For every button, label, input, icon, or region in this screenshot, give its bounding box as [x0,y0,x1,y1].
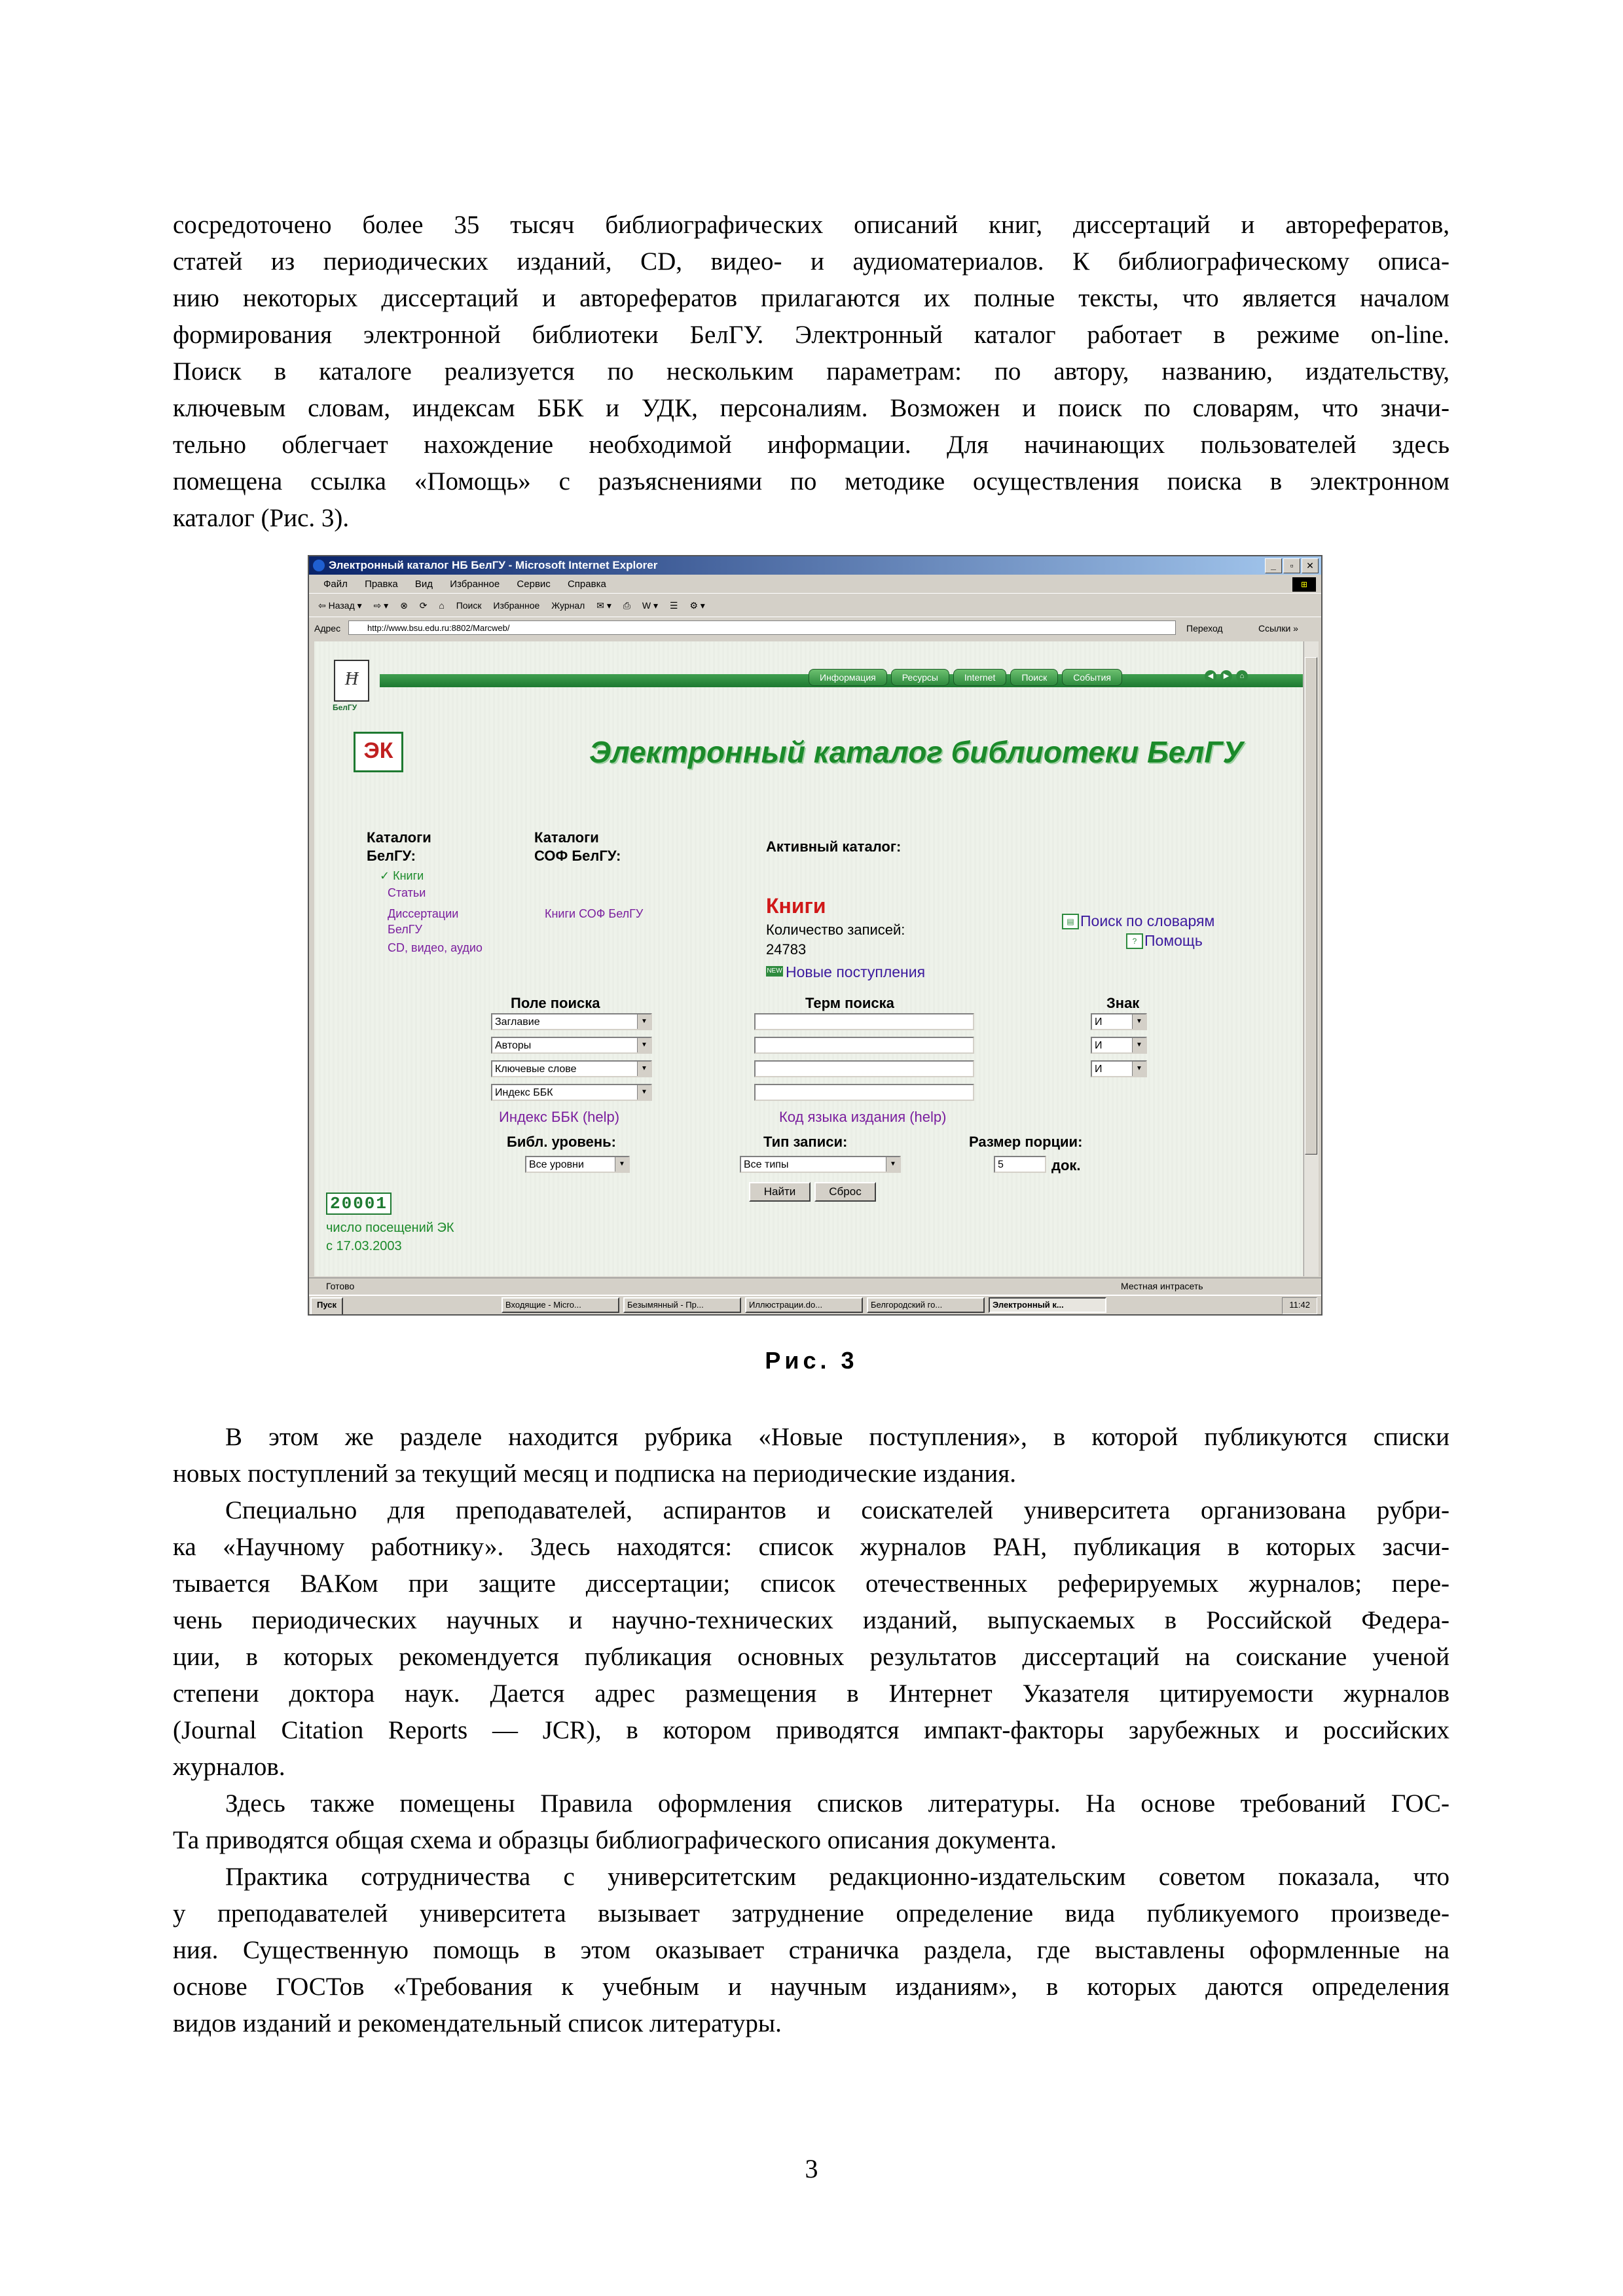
minimize-icon[interactable]: _ [1265,558,1282,573]
nav-resources[interactable]: Ресурсы [891,669,949,686]
catalog-dissertations[interactable]: Диссертации БелГУ [388,907,459,936]
menu-favorites[interactable]: Избранное [450,579,500,590]
text-line: ния. Существенную помощь в этом оказывает страничка раздела, где выставлены оформленные на [173,1936,1450,1964]
chevron-down-icon: ▼ [1132,1062,1146,1076]
text-line: Поиск в каталоге реализуется по нескольким параметрам: по автору, названию, издательству, [173,357,1450,386]
back-nav-icon[interactable]: ◀ [1205,670,1216,682]
task-illustrations[interactable]: Иллюстрации.do... [745,1297,863,1313]
paragraph-rules [173,1785,1450,1859]
close-icon[interactable]: ✕ [1302,558,1319,573]
text-line: тывается ВАКом при защите диссертации; список отечественных реферируемых журналов; пере- [173,1570,1450,1598]
text-line: помещена ссылка «Помощь» с разъяснениями по методике осуществления поиска в электронном [173,467,1450,495]
text-line: нию некоторых диссертаций и авторефератов прилагаются их полные тексты, что является началом [173,284,1450,312]
reset-button[interactable]: Сброс [814,1182,876,1202]
check-icon: ✓ [380,869,393,882]
portion-heading: Размер порции: [969,1134,1083,1150]
status-done: Готово [326,1281,355,1291]
maximize-icon[interactable]: ▫ [1283,558,1300,573]
text-line: журналов. [173,1753,285,1781]
paragraph-new-arrivals [173,1419,1450,1492]
text-line: основе ГОСТов «Требования к учебным и научным изданиям», в которых даются определения [173,1973,1450,2001]
nav-info[interactable]: Информация [809,669,887,686]
new-arrivals-link[interactable]: Новые поступления [786,963,926,980]
chevron-down-icon: ▼ [637,1014,651,1029]
menu-view[interactable]: Вид [414,579,433,590]
chevron-down-icon: ▼ [637,1085,651,1100]
task-catalog[interactable]: Электронный к... [989,1297,1106,1313]
text-line: новых поступлений за текущий месяц и подписка на периодические издания. [173,1460,1016,1488]
field-heading: Поле поиска [511,995,600,1011]
text-line: сосредоточено более 35 тысяч библиографических описаний книг, диссертаций и авторефератов, [173,211,1450,239]
text-line: степени доктора наук. Дается адрес размещения в Интернет Указателя цитируемости журналов [173,1679,1450,1708]
catalog-books[interactable]: ✓ Книги [380,869,424,882]
search-term-input-2[interactable] [754,1037,974,1054]
level-select[interactable]: Все уровни ▼ [525,1156,630,1173]
text-line: ка «Научному работнику». Здесь находятся: список журналов РАН, публикация в которых засчи- [173,1533,1450,1561]
catalog-articles[interactable]: Статьи [388,886,426,899]
search-term-input-3[interactable] [754,1060,974,1077]
figure-screenshot [308,555,1322,1316]
search-field-select-2[interactable]: Авторы ▼ [491,1037,652,1054]
browser-toolbar [309,594,1321,617]
dictionary-search-link[interactable]: Поиск по словарям [1080,912,1215,929]
help-link[interactable]: Помощь [1144,932,1203,949]
sign-select-2[interactable]: И ▼ [1091,1037,1147,1054]
tools-button[interactable]: ⚙ ▾ [689,600,705,611]
bbk-help-link[interactable]: Индекс ББК (help) [499,1109,620,1125]
windows-logo-icon: ⊞ [1292,577,1316,592]
text-line: статей из периодических изданий, CD, видео- и аудиоматериалов. К библиографическому описа- [173,247,1450,276]
menu-edit[interactable]: Правка [365,579,398,590]
nav-search[interactable]: Поиск [1010,669,1058,686]
page-number: 3 [805,2154,818,2183]
menu-help[interactable]: Справка [567,579,606,590]
sign-select-1[interactable]: И ▼ [1091,1013,1147,1030]
chevron-down-icon: ▼ [637,1062,651,1076]
find-button[interactable]: Найти [749,1182,811,1202]
active-catalog-name: Книги [766,894,826,918]
type-select[interactable]: Все типы ▼ [740,1156,901,1173]
address-input[interactable]: http://www.bsu.edu.ru:8802/Marcweb/ [348,620,1176,635]
text-line: ключевым словам, индексам ББК и УДК, персоналиям. Возможен и поиск по словарям, что значи- [173,394,1450,422]
visit-counter: 20001 [326,1193,392,1215]
window-title: Электронный каталог НБ БелГУ - Microsoft Internet Explorer [329,559,658,571]
print-button[interactable]: ⎙ [623,600,630,611]
task-belgorod[interactable]: Белгородский го... [867,1297,985,1313]
site-nav [809,669,1122,686]
address-bar [309,618,1321,639]
language-help-link[interactable]: Код языка издания (help) [779,1109,947,1125]
word-button[interactable]: W ▾ [642,600,658,611]
text-line: каталог (Рис. 3). [173,504,350,532]
task-paint[interactable]: Безымянный - Пр... [623,1297,741,1313]
home-button[interactable]: ⌂ [439,600,445,611]
history-button[interactable]: Журнал [551,600,585,611]
paragraph-intro [173,207,1450,537]
portion-unit: док. [1051,1157,1081,1174]
home-nav-icon[interactable]: ⌂ [1236,670,1248,682]
search-term-input-4[interactable] [754,1084,974,1101]
record-count-value: 24783 [766,941,807,958]
sof-heading: Каталоги СОФ БелГУ: [534,829,621,864]
type-heading: Тип записи: [763,1134,848,1150]
refresh-button[interactable]: ⟳ [419,600,428,611]
text-line: чень периодических научных и научно-технических изданий, выпускаемых в Российской Федера- [173,1606,1450,1634]
help-icon: ? [1126,933,1143,949]
menu-bar [309,576,1321,594]
text-line: Та приводятся общая схема и образцы библиографического описания документа. [173,1826,1057,1854]
links-button[interactable]: Ссылки » [1258,623,1298,634]
level-heading: Библ. уровень: [507,1134,617,1150]
clock: 11:42 [1282,1297,1317,1314]
text-line: у преподавателей университета вызывает затруднение определение вида публикуемого произведе- [173,1899,1450,1928]
back-button[interactable]: ⇦ Назад ▾ [318,600,362,611]
go-button[interactable]: Переход [1186,623,1223,634]
visits-text: число посещений ЭК [326,1221,454,1235]
new-icon: NEW [766,966,783,977]
nav-internet[interactable]: Internet [953,669,1006,686]
mail-button[interactable]: ✉ ▾ [596,600,611,611]
favorites-button[interactable]: Избранное [493,600,540,611]
paragraph-researcher [173,1492,1450,1785]
address-label: Адрес [314,623,341,634]
ek-logo: ЭК [354,732,403,772]
text-line: ции, в которых рекомендуется публикация основных результатов диссертаций на соискание ученой [173,1643,1450,1671]
chevron-down-icon: ▼ [886,1157,900,1172]
portion-input[interactable]: 5 [994,1156,1046,1173]
text-line: видов изданий и рекомендательный список литературы. [173,2009,782,2037]
figure-caption: Рис. 3 [765,1347,858,1374]
visits-caption [326,1219,454,1255]
text-line: Практика сотрудничества с университетским редакционно-издательским советом показала, что [225,1863,1450,1891]
window-titlebar [309,556,1321,575]
start-button[interactable]: Пуск [310,1297,343,1316]
menu-tools[interactable]: Сервис [517,579,551,590]
chevron-down-icon: ▼ [1132,1038,1146,1052]
dictionary-icon: ▤ [1062,914,1079,929]
active-heading: Активный каталог: [766,838,902,855]
text-line: (Journal Citation Reports — JCR), в котором приводятся импакт-факторы зарубежных и российских [173,1716,1450,1744]
search-field-select-4[interactable]: Индекс ББК ▼ [491,1084,652,1101]
discuss-button[interactable]: ☰ [669,600,678,611]
record-count-label: Количество записей: [766,922,905,938]
search-field-select-3[interactable]: Ключевые слове ▼ [491,1060,652,1077]
forward-button[interactable]: ⇨ ▾ [373,600,389,611]
menu-file[interactable]: Файл [323,579,348,590]
taskbar [309,1295,1321,1316]
text-line: В этом же разделе находится рубрика «Новые поступления», в которой публикуются списки [225,1423,1450,1451]
page-title: Электронный каталог библиотеки БелГУ [589,735,1243,769]
status-bar [309,1278,1321,1294]
sign-heading: Знак [1106,995,1140,1011]
logo-caption: БелГУ [333,703,357,712]
text-line: тельно облегчает нахождение необходимой информации. Для начинающих пользователей здесь [173,431,1450,459]
search-term-input-1[interactable] [754,1013,974,1030]
ie-icon [313,560,325,571]
stop-button[interactable]: ⊗ [400,600,408,611]
paragraph-practice [173,1859,1450,2042]
chevron-down-icon: ▼ [637,1038,651,1052]
vertical-scrollbar[interactable] [1304,641,1319,1276]
text-line: Здесь также помещены Правила оформления списков литературы. На основе требований ГОС- [225,1789,1450,1818]
visits-date: с 17.03.2003 [326,1239,402,1253]
term-heading: Терм поиска [805,995,894,1011]
catalogs-heading: Каталоги БелГУ: [367,829,431,864]
belgu-logo: Ħ [334,660,369,702]
text-line: Специально для преподавателей, аспирантов и соискателей университета организована рубри- [225,1496,1450,1524]
text-line: формирования электронной библиотеки БелГУ. Электронный каталог работает в режиме on-line. [173,321,1450,349]
nav-events[interactable]: События [1062,669,1122,686]
forward-nav-icon[interactable]: ▶ [1220,670,1232,682]
search-button[interactable]: Поиск [456,600,482,611]
chevron-down-icon: ▼ [615,1157,629,1172]
web-page [314,641,1303,1276]
catalog-media[interactable]: CD, видео, аудио [388,941,483,954]
search-field-select-1[interactable]: Заглавие ▼ [491,1013,652,1030]
sign-select-3[interactable]: И ▼ [1091,1060,1147,1077]
chevron-down-icon: ▼ [1132,1014,1146,1029]
task-inbox[interactable]: Входящие - Micro... [501,1297,619,1313]
status-zone: Местная интрасеть [1121,1281,1203,1291]
catalog-sof-books[interactable]: Книги СОФ БелГУ [545,907,644,920]
